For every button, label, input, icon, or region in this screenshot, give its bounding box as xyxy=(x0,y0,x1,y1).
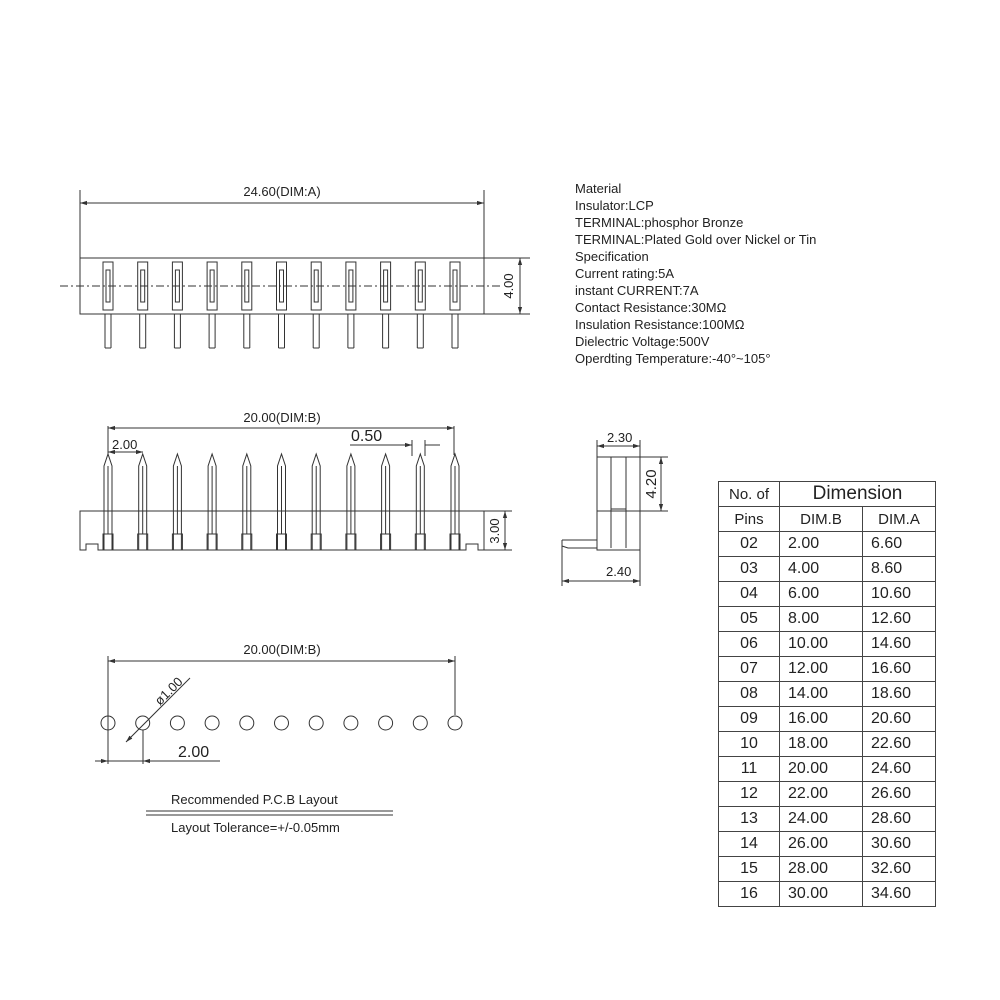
pins-cell: 06 xyxy=(719,632,780,657)
dim-b-cell: 14.00 xyxy=(780,682,863,707)
dim-b-cell: 18.00 xyxy=(780,732,863,757)
table-row xyxy=(719,707,936,732)
profile-bottom-label: 2.40 xyxy=(606,564,632,579)
dim-a-cell: 26.60 xyxy=(863,782,936,807)
profile-height-label: 4.20 xyxy=(643,469,660,499)
dim-b-cell: 4.00 xyxy=(780,557,863,582)
spec-line: Insulator:LCP xyxy=(575,198,654,213)
pcb-hole-label: ø1.00 xyxy=(151,674,186,709)
top-pin xyxy=(138,262,148,348)
dim-a-cell: 28.60 xyxy=(863,807,936,832)
top-pin xyxy=(172,262,182,348)
pcb-hole xyxy=(309,716,323,730)
spec-line: TERMINAL:Plated Gold over Nickel or Tin xyxy=(575,232,817,247)
table-row xyxy=(719,557,936,582)
side-pin xyxy=(138,454,148,550)
pcb-hole xyxy=(170,716,184,730)
spec-line: Current rating:5A xyxy=(575,266,674,281)
pcb-width-label: 20.00(DIM:B) xyxy=(243,642,321,657)
spec-line: TERMINAL:phosphor Bronze xyxy=(575,215,744,230)
pins-cell: 13 xyxy=(719,807,780,832)
pins-cell: 02 xyxy=(719,532,780,557)
pcb-hole xyxy=(448,716,462,730)
spec-line: Specification xyxy=(575,249,649,264)
header-dimension: Dimension xyxy=(780,482,936,507)
table-subheader-row xyxy=(719,507,936,532)
pcb-hole xyxy=(205,716,219,730)
table-row xyxy=(719,807,936,832)
dim-a-cell: 34.60 xyxy=(863,882,936,907)
dim-b-cell: 12.00 xyxy=(780,657,863,682)
dimension-table xyxy=(718,481,936,907)
pcb-hole xyxy=(136,716,150,730)
dim-a-cell: 30.60 xyxy=(863,832,936,857)
dim-b-cell: 20.00 xyxy=(780,757,863,782)
table-row xyxy=(719,607,936,632)
dim-b-cell: 28.00 xyxy=(780,857,863,882)
table-row xyxy=(719,657,936,682)
dim-b-cell: 6.00 xyxy=(780,582,863,607)
table-row xyxy=(719,757,936,782)
table-row xyxy=(719,857,936,882)
side-width-label: 20.00(DIM:B) xyxy=(243,410,321,425)
table-row xyxy=(719,532,936,557)
side-pin xyxy=(242,454,252,550)
pins-cell: 09 xyxy=(719,707,780,732)
header-pins: Pins xyxy=(719,507,780,532)
top-pin xyxy=(415,262,425,348)
spec-line: Dielectric Voltage:500V xyxy=(575,334,710,349)
dim-a-cell: 8.60 xyxy=(863,557,936,582)
dim-b-cell: 24.00 xyxy=(780,807,863,832)
pcb-layout-title: Recommended P.C.B Layout xyxy=(171,792,338,807)
table-row xyxy=(719,632,936,657)
dim-b-cell: 22.00 xyxy=(780,782,863,807)
side-view xyxy=(80,426,512,550)
dim-a-cell: 24.60 xyxy=(863,757,936,782)
side-pin xyxy=(381,454,391,550)
pins-cell: 12 xyxy=(719,782,780,807)
top-pin xyxy=(346,262,356,348)
top-pin xyxy=(277,262,287,348)
pcb-hole xyxy=(344,716,358,730)
top-pin xyxy=(381,262,391,348)
table-row xyxy=(719,782,936,807)
dim-a-cell: 32.60 xyxy=(863,857,936,882)
dim-a-cell: 6.60 xyxy=(863,532,936,557)
top-width-label: 24.60(DIM:A) xyxy=(243,184,321,199)
top-pin xyxy=(103,262,113,348)
pins-cell: 16 xyxy=(719,882,780,907)
pins-cell: 05 xyxy=(719,607,780,632)
side-pin xyxy=(415,454,425,550)
table-row xyxy=(719,832,936,857)
side-pin xyxy=(311,454,321,550)
dim-a-cell: 14.60 xyxy=(863,632,936,657)
profile-top-label: 2.30 xyxy=(607,430,633,445)
side-pin xyxy=(103,454,113,550)
dim-b-cell: 26.00 xyxy=(780,832,863,857)
table-header-row xyxy=(719,482,936,507)
pcb-hole xyxy=(413,716,427,730)
header-no-of: No. of xyxy=(719,482,780,507)
top-height-label: 4.00 xyxy=(501,273,516,299)
dim-a-cell: 12.60 xyxy=(863,607,936,632)
side-pin xyxy=(346,454,356,550)
dim-a-cell: 18.60 xyxy=(863,682,936,707)
top-pin xyxy=(207,262,217,348)
dim-a-cell: 22.60 xyxy=(863,732,936,757)
dim-b-cell: 10.00 xyxy=(780,632,863,657)
specification-block xyxy=(575,180,816,367)
dim-b-cell: 16.00 xyxy=(780,707,863,732)
pins-cell: 04 xyxy=(719,582,780,607)
side-pin-label: 0.50 xyxy=(351,428,383,445)
dim-b-cell: 8.00 xyxy=(780,607,863,632)
pins-cell: 11 xyxy=(719,757,780,782)
pcb-hole xyxy=(275,716,289,730)
pins-cell: 03 xyxy=(719,557,780,582)
side-pitch-label: 2.00 xyxy=(112,437,138,452)
dim-b-cell: 30.00 xyxy=(780,882,863,907)
top-pin xyxy=(450,262,460,348)
spec-line: instant CURRENT:7A xyxy=(575,283,699,298)
spec-line: Contact Resistance:30MΩ xyxy=(575,300,727,315)
pins-cell: 07 xyxy=(719,657,780,682)
pcb-pitch-label: 2.00 xyxy=(178,744,210,761)
dim-a-cell: 20.60 xyxy=(863,707,936,732)
pins-cell: 08 xyxy=(719,682,780,707)
dim-a-cell: 10.60 xyxy=(863,582,936,607)
spec-line: Insulation Resistance:100MΩ xyxy=(575,317,745,332)
table-row xyxy=(719,682,936,707)
pins-cell: 15 xyxy=(719,857,780,882)
pcb-hole xyxy=(240,716,254,730)
spec-line: Material xyxy=(575,181,622,196)
side-height-label: 3.00 xyxy=(487,518,502,544)
pcb-hole xyxy=(379,716,393,730)
header-dim-a: DIM.A xyxy=(863,507,936,532)
dim-b-cell: 2.00 xyxy=(780,532,863,557)
pins-cell: 14 xyxy=(719,832,780,857)
header-dim-b: DIM.B xyxy=(780,507,863,532)
pins-cell: 10 xyxy=(719,732,780,757)
top-pin xyxy=(311,262,321,348)
table-row xyxy=(719,882,936,907)
table-row xyxy=(719,582,936,607)
table-row xyxy=(719,732,936,757)
spec-line: Operdting Temperature:-40°~105° xyxy=(575,351,771,366)
top-pin xyxy=(242,262,252,348)
dim-a-cell: 16.60 xyxy=(863,657,936,682)
side-pin xyxy=(277,454,287,550)
layout-tolerance-note: Layout Tolerance=+/-0.05mm xyxy=(171,820,340,835)
side-pin xyxy=(207,454,217,550)
side-pin xyxy=(172,454,182,550)
side-pin xyxy=(450,454,460,550)
top-view xyxy=(60,190,530,348)
